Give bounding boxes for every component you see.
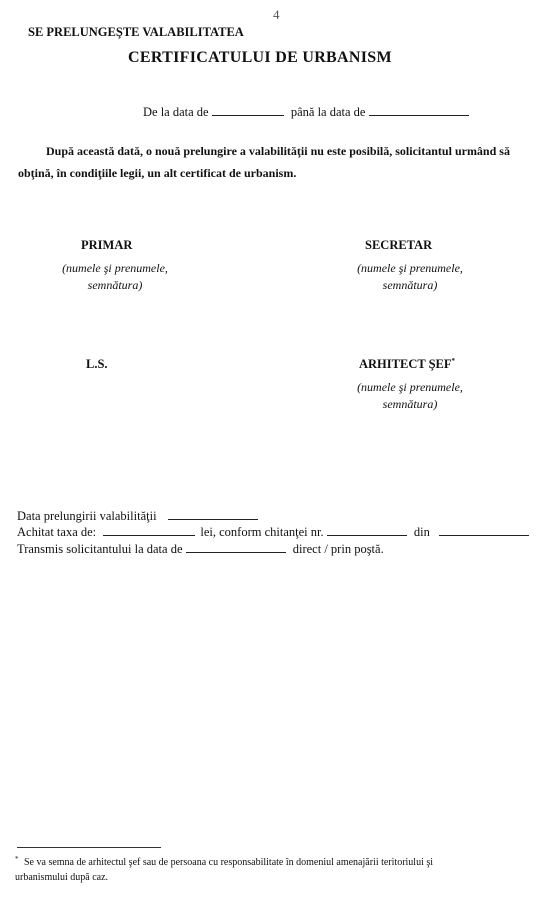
architect-hint-2: semnătura) (382, 397, 438, 411)
footnote-line-2: urbanismului după caz. (15, 872, 109, 883)
fee-label: Achitat taxa de: (17, 525, 97, 539)
fee-amount-field[interactable] (103, 523, 195, 536)
sent-method: direct / prin poştă. (292, 542, 384, 556)
footnote-mark: * (15, 855, 19, 863)
validity-from-field[interactable] (212, 103, 284, 116)
validity-from-label: De la data de (143, 105, 209, 119)
mayor-title: PRIMAR (81, 238, 133, 252)
seal-label: L.S. (86, 357, 108, 371)
extension-date-line (17, 507, 258, 524)
mayor-hint-2: semnătura) (87, 278, 143, 292)
validity-line (143, 103, 469, 120)
architect-footnote-mark: * (451, 357, 456, 365)
architect-title-line (359, 357, 455, 372)
header-line-1: SE PRELUNGEŞTE VALABILITATEA (28, 25, 244, 39)
footnote-text-1: Se va semna de arhitectul şef sau de persoana cu responsabilitate în domeniul amenajării teritoriului şi (24, 857, 434, 869)
fee-from-label: din (413, 525, 430, 539)
receipt-number-field[interactable] (327, 523, 407, 536)
secretary-hint-1: (numele şi prenumele, (357, 261, 463, 275)
page-number: 4 (273, 7, 280, 22)
validity-to-label: până la data de (290, 105, 366, 119)
secretary-title: SECRETAR (365, 238, 433, 252)
validity-to-field[interactable] (369, 103, 469, 116)
notice-line-2: obţină, în condiţiile legii, un alt certificat de urbanism. (18, 166, 297, 180)
fee-line (17, 523, 529, 540)
extension-date-label: Data prelungirii valabilităţii (17, 509, 157, 523)
sent-date-field[interactable] (186, 540, 286, 553)
receipt-date-field[interactable] (439, 523, 529, 536)
fee-unit-label: lei, conform chitanţei nr. (200, 525, 324, 539)
document-title: CERTIFICATULUI DE URBANISM (128, 49, 392, 66)
footnote-rule (17, 847, 161, 848)
sent-label: Transmis solicitantului la data de (17, 542, 183, 556)
secretary-hint-2: semnătura) (382, 278, 438, 292)
mayor-hint-1: (numele şi prenumele, (62, 261, 168, 275)
notice-line-1: După această dată, o nouă prelungire a valabilităţii nu este posibilă, solicitantul urmând să (46, 144, 510, 158)
footnote-line-1 (15, 855, 433, 868)
sent-line (17, 540, 384, 557)
architect-title: ARHITECT ŞEF (359, 357, 452, 372)
extension-date-field[interactable] (168, 507, 258, 520)
architect-hint-1: (numele şi prenumele, (357, 380, 463, 394)
